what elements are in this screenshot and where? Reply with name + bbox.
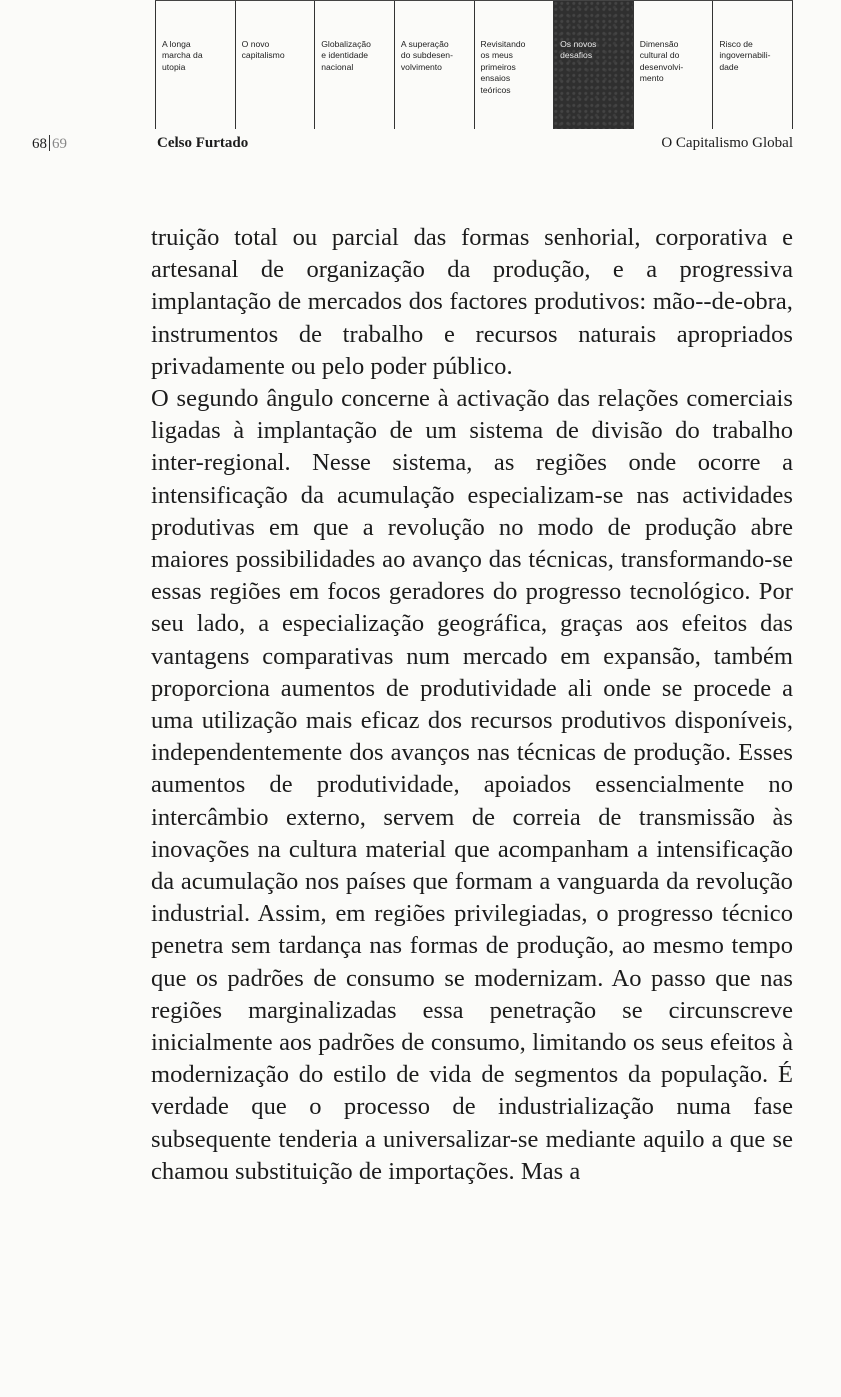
chapter-tab[interactable]: Risco de ingovernabili- dade — [712, 1, 793, 129]
chapter-tab[interactable]: O novo capitalismo — [235, 1, 315, 129]
chapter-tabs — [155, 0, 793, 129]
chapter-tab-active[interactable]: Os novos desafios — [553, 1, 633, 129]
paragraph: O segundo ângulo concerne à activação das relações comerciais ligadas à implantação de um sistema de divisão do trabalho inter-regional. Nesse sistema, as regiões onde ocorre a intensificação da acumulação especializam-se nas actividades produtivas em que a revolução no modo de produção abre maiores possibilidades ao avanço das técnicas, transformando-se essas regiões em focos geradores do progresso tecnológico. Por seu lado, a especialização geográfica, graças aos efeitos das vantagens comparativas num mercado em expansão, também proporciona aumentos de produtividade ali onde se procede a uma utilização mais eficaz dos recursos produtivos disponíveis, independentemente dos avanços nas técnicas de produção. Esses aumentos de produtividade, apoiados essencialmente no intercâmbio externo, servem de correia de transmissão às inovações na cultura material que acompanham a intensificação da acumulação nos países que formam a vanguarda da revolução industrial. Assim, em regiões privilegiadas, o progresso técnico penetra sem tardança nas formas de produção, ao mesmo tempo que os padrões de consumo se modernizam. Ao passo que nas regiões marginalizadas essa penetração se circunscreve inicialmente aos padrões de consumo, limitando os seus efeitos à modernização do estilo de vida de segmentos da população. É verdade que o processo de industrialização numa fase subsequente tenderia a universalizar-se mediante aquilo a que se chamou substituição de importações. Mas a — [151, 385, 793, 1185]
author-name: Celso Furtado — [157, 135, 249, 151]
page-numbers — [32, 135, 67, 153]
chapter-tab[interactable]: Revisitando os meus primeiros ensaios teóricos — [474, 1, 554, 129]
chapter-tab[interactable]: Globalização e identidade nacional — [314, 1, 394, 129]
chapter-tab[interactable]: Dimensão cultural do desenvolvi- mento — [633, 1, 713, 129]
paragraph: truição total ou parcial das formas senhorial, corporativa e artesanal de organização da produção, e a progressiva implantação de mercados dos factores produtivos: mão--de-obra, instrumentos de trabalho e recursos naturais apropriados privadamente ou pelo poder público. — [151, 224, 793, 380]
body-text — [151, 222, 793, 1188]
facing-page-number: 69 — [52, 136, 67, 152]
page-divider — [49, 135, 50, 151]
running-header — [0, 132, 841, 156]
book-title: O Capitalismo Global — [661, 135, 793, 151]
page-number: 68 — [32, 136, 47, 152]
chapter-tab[interactable]: A longa marcha da utopia — [155, 1, 235, 129]
chapter-tab[interactable]: A superação do subdesen- volvimento — [394, 1, 474, 129]
